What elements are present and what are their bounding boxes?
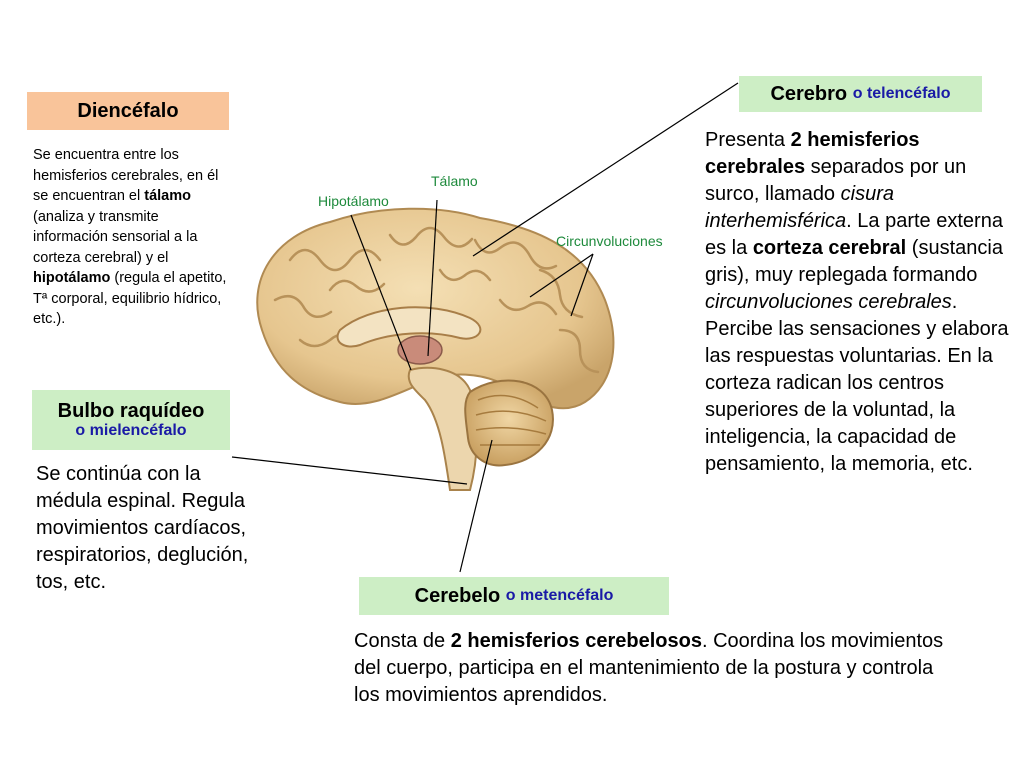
cerebro-title: Cerebro (770, 83, 848, 105)
label-circunvoluciones: Circunvoluciones (556, 233, 663, 249)
cerebelo-description: Consta de 2 hemisferios cerebelosos. Coordina los movimientos del cuerpo, participa en el mantenimiento de la postura y controla los movimientos aprendidos. (354, 630, 944, 706)
label-talamo: Tálamo (431, 173, 478, 189)
diencefalo-title: Diencéfalo (77, 100, 179, 122)
bulbo-description: Se continúa con la médula espinal. Regula movimientos cardíacos, respiratorios, deglución, tos, etc. (36, 463, 249, 593)
cerebellum-shape (465, 380, 553, 465)
thalamus-shape (398, 336, 442, 364)
diencefalo-description: Se encuentra entre los hemisferios cerebrales, en él se encuentran el tálamo (analiza y transmite información sensorial a la corteza cerebral) y el hipotálamo (regula el apetito, Tª corporal, equilibrio hídrico, etc.). (33, 147, 227, 327)
label-hipotalamo: Hipotálamo (318, 193, 389, 209)
cerebelo-title: Cerebelo (414, 585, 501, 607)
cerebro-subtitle: o telencéfalo (852, 85, 951, 103)
bulbo-subtitle: o mielencéfalo (75, 422, 187, 440)
cerebelo-subtitle: o metencéfalo (505, 587, 614, 605)
cerebro-description: Presenta 2 hemisferios cerebrales separados por un surco, llamado cisura interhemisférica. La parte externa es la corteza cerebral (sustancia gris), muy replegada formando circunvoluciones cerebrales. Percibe las sensaciones y elabora las respuestas voluntarias. En la corteza radican los centros superiores de la voluntad, la inteligencia, la capacidad de pensamiento, la memoria, etc. (705, 129, 1009, 475)
bulbo-title: Bulbo raquídeo (57, 400, 205, 423)
